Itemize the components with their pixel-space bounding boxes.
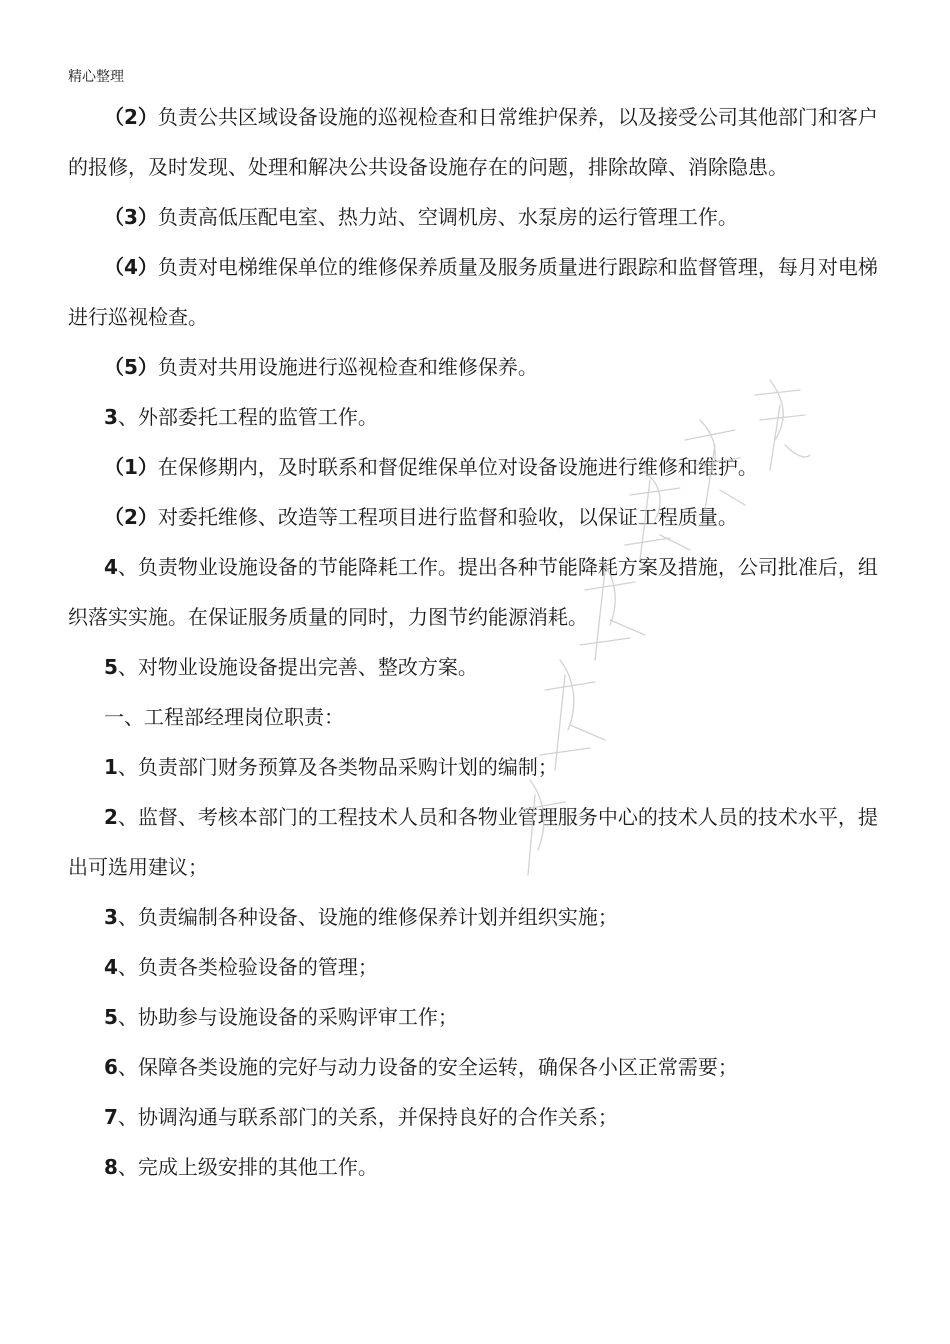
paragraph: [68, 692, 880, 742]
paragraph: [68, 242, 880, 342]
paragraph-text: 、负责编制各种设备、设施的维修保养计划并组织实施；: [117, 905, 618, 929]
paragraph-number: 4: [104, 555, 118, 579]
paragraph-number: 6: [104, 1055, 118, 1079]
paragraph-number: 3: [104, 405, 118, 429]
paragraph-number: 5: [104, 655, 118, 679]
paragraph: [68, 942, 880, 992]
paragraph: [68, 192, 880, 242]
paragraph-number: （4）: [104, 255, 158, 279]
paragraph-number: （2）: [104, 105, 158, 129]
paragraph: [68, 542, 880, 642]
paragraph-number: 1: [104, 755, 118, 779]
paragraph-text: 负责对电梯维保单位的维修保养质量及服务质量进行跟踪和监督管理，每月对电梯进行巡视检查。: [68, 255, 878, 329]
paragraph: [68, 1142, 880, 1192]
paragraph: [68, 442, 880, 492]
paragraph-text: 负责公共区域设备设施的巡视检查和日常维护保养，以及接受公司其他部门和客户的报修，及时发现、处理和解决公共设备设施存在的问题，排除故障、消除隐患。: [68, 105, 878, 179]
paragraph-number: （2）: [104, 505, 158, 529]
paragraph-number: （5）: [104, 355, 158, 379]
paragraph-number: 8: [104, 1155, 118, 1179]
paragraph-text: 、负责各类检验设备的管理；: [117, 955, 378, 979]
paragraph-number: 2: [104, 805, 118, 829]
paragraph: [68, 92, 880, 192]
page-header: 精心整理: [68, 69, 124, 85]
paragraph-number: 7: [104, 1105, 118, 1129]
paragraph-number: 4: [104, 955, 118, 979]
document-body: [68, 92, 880, 1192]
paragraph-text: 负责对共用设施进行巡视检查和维修保养。: [157, 355, 538, 379]
paragraph: [68, 992, 880, 1042]
paragraph: [68, 492, 880, 542]
paragraph-number: （3）: [104, 205, 158, 229]
paragraph-text: 对委托维修、改造等工程项目进行监督和验收，以保证工程质量。: [157, 505, 738, 529]
paragraph: [68, 742, 880, 792]
paragraph-number: （1）: [104, 455, 158, 479]
paragraph-text: 在保修期内，及时联系和督促维保单位对设备设施进行维修和维护。: [157, 455, 758, 479]
paragraph: [68, 392, 880, 442]
paragraph-number: 5: [104, 1005, 118, 1029]
paragraph: [68, 342, 880, 392]
paragraph-number: 3: [104, 905, 118, 929]
paragraph-text: 、负责物业设施设备的节能降耗工作。提出各种节能降耗方案及措施，公司批准后，组织落实实施。在保证服务质量的同时，力图节约能源消耗。: [68, 555, 878, 629]
paragraph-text: 一、工程部经理岗位职责：: [104, 705, 344, 729]
paragraph: [68, 642, 880, 692]
paragraph-text: 、对物业设施设备提出完善、整改方案。: [117, 655, 478, 679]
paragraph-text: 、外部委托工程的监管工作。: [117, 405, 378, 429]
paragraph-text: 、协助参与设施设备的采购评审工作；: [117, 1005, 458, 1029]
paragraph-text: 、负责部门财务预算及各类物品采购计划的编制；: [117, 755, 558, 779]
paragraph: [68, 792, 880, 892]
paragraph-text: 、完成上级安排的其他工作。: [117, 1155, 378, 1179]
paragraph-text: 、保障各类设施的完好与动力设备的安全运转，确保各小区正常需要；: [117, 1055, 738, 1079]
paragraph-text: 负责高低压配电室、热力站、空调机房、水泵房的运行管理工作。: [157, 205, 738, 229]
paragraph: [68, 892, 880, 942]
paragraph-text: 、监督、考核本部门的工程技术人员和各物业管理服务中心的技术人员的技术水平，提出可选用建议；: [68, 805, 878, 879]
paragraph-text: 、协调沟通与联系部门的关系，并保持良好的合作关系；: [117, 1105, 618, 1129]
paragraph: [68, 1092, 880, 1142]
paragraph: [68, 1042, 880, 1092]
